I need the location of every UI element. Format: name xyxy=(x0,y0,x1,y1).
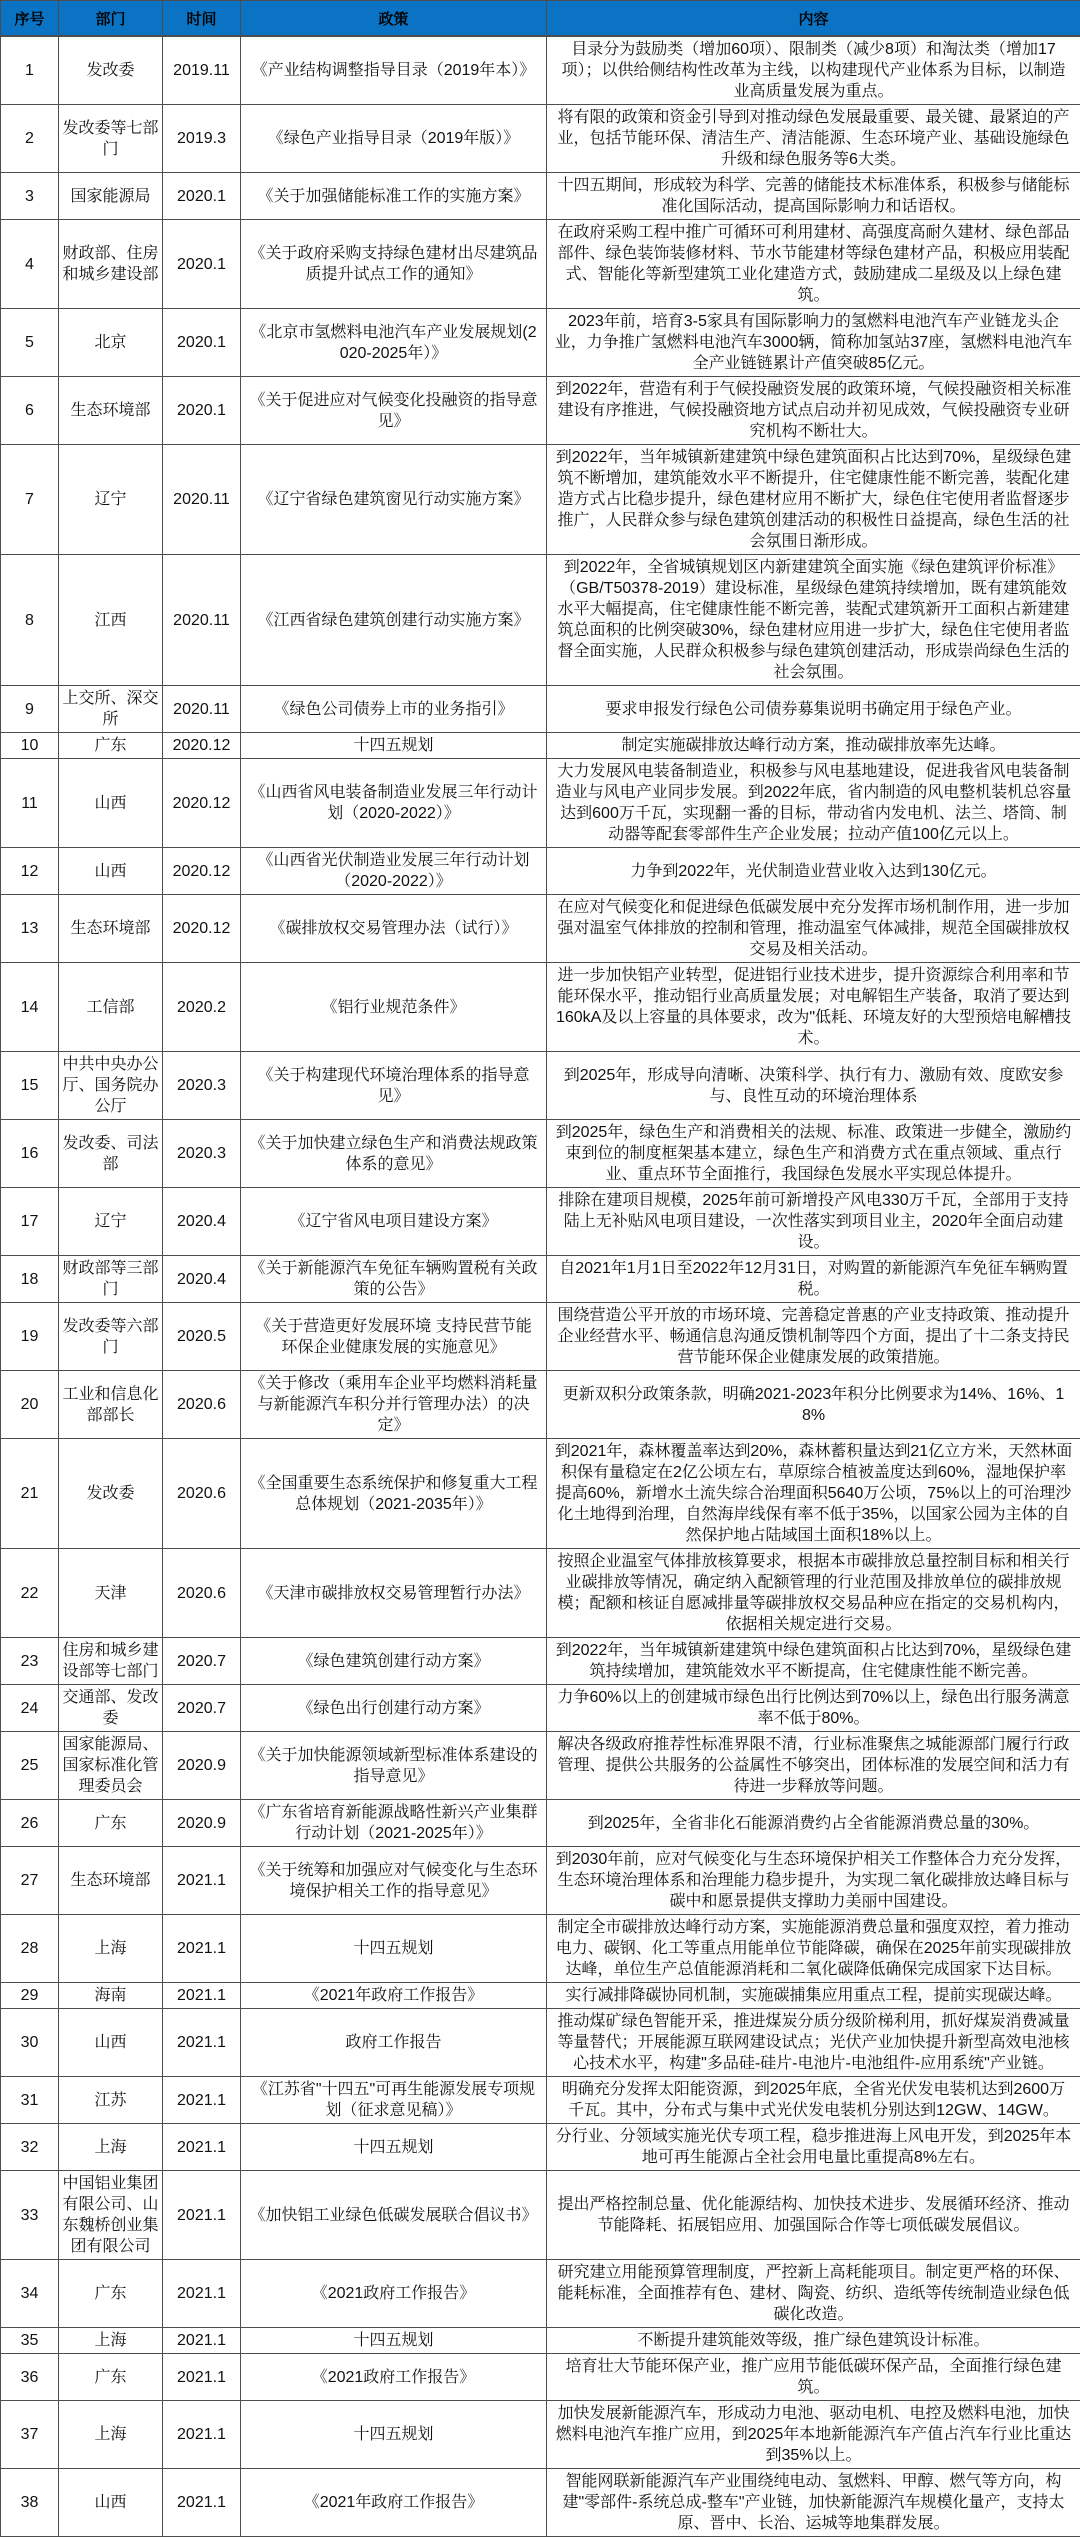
policy-content-cell: 十四五期间，形成较为科学、完善的储能技术标准体系，积极参与储能标准化国际活动，提高国际影响力和话语权。 xyxy=(547,173,1080,220)
row-number-cell: 5 xyxy=(1,309,59,377)
time-cell: 2020.11 xyxy=(163,686,241,733)
policy-content-cell: 在应对气候变化和促进绿色低碳发展中充分发挥市场机制作用，进一步加强对温室气体排放的控制和管理，推动温室气体减排，规范全国碳排放权交易及相关活动。 xyxy=(547,895,1080,963)
table-row xyxy=(1,1685,1080,1732)
row-number-cell: 38 xyxy=(1,2469,59,2537)
time-cell: 2021.1 xyxy=(163,2171,241,2260)
department-cell: 上海 xyxy=(59,2124,163,2171)
department-cell: 辽宁 xyxy=(59,1188,163,1256)
row-number-cell: 14 xyxy=(1,963,59,1052)
table-row xyxy=(1,2077,1080,2124)
table-row xyxy=(1,686,1080,733)
table-row xyxy=(1,2260,1080,2328)
row-number-cell: 16 xyxy=(1,1120,59,1188)
policy-title-cell: 十四五规划 xyxy=(241,1915,547,1983)
row-number-cell: 25 xyxy=(1,1732,59,1800)
row-number-cell: 26 xyxy=(1,1800,59,1847)
department-cell: 辽宁 xyxy=(59,445,163,555)
department-cell: 中国铝业集团有限公司、山东魏桥创业集团有限公司 xyxy=(59,2171,163,2260)
time-cell: 2021.1 xyxy=(163,1847,241,1915)
table-row xyxy=(1,963,1080,1052)
table-row xyxy=(1,1188,1080,1256)
row-number-cell: 15 xyxy=(1,1052,59,1120)
row-number-cell: 8 xyxy=(1,555,59,686)
row-number-cell: 36 xyxy=(1,2354,59,2401)
time-cell: 2020.7 xyxy=(163,1685,241,1732)
column-header-policy: 政策 xyxy=(241,1,547,37)
time-cell: 2020.1 xyxy=(163,220,241,309)
time-cell: 2020.6 xyxy=(163,1371,241,1439)
column-header-content: 内容 xyxy=(547,1,1080,37)
row-number-cell: 30 xyxy=(1,2009,59,2077)
row-number-cell: 24 xyxy=(1,1685,59,1732)
policy-content-cell: 排除在建项目规模，2025年前可新增投产风电330万千瓦，全部用于支持陆上无补贴风电项目建设，一次性落实到项目业主，2020年全面启动建设。 xyxy=(547,1188,1080,1256)
department-cell: 生态环境部 xyxy=(59,1847,163,1915)
policy-title-cell: 《山西省光伏制造业发展三年行动计划（2020-2022）》 xyxy=(241,848,547,895)
table-row xyxy=(1,1638,1080,1685)
department-cell: 北京 xyxy=(59,309,163,377)
policy-title-cell: 《关于促进应对气候变化投融资的指导意见》 xyxy=(241,377,547,445)
policy-content-cell: 制定全市碳排放达峰行动方案，实施能源消费总量和强度双控，着力推动电力、碳钢、化工等重点用能单位节能降碳，确保在2025年前实现碳排放达峰，单位生产总值能源消耗和二氧化碳降低确保完成国家下达目标。 xyxy=(547,1915,1080,1983)
policy-content-cell: 自2021年1月1日至2022年12月31日，对购置的新能源汽车免征车辆购置税。 xyxy=(547,1256,1080,1303)
table-row xyxy=(1,2124,1080,2171)
department-cell: 广东 xyxy=(59,733,163,759)
policy-content-cell: 大力发展风电装备制造业，积极参与风电基地建设，促进我省风电装备制造业与风电产业同步发展。到2022年底，省内制造的风电整机装机总容量达到600万千瓦，实现翻一番的目标，带动省内发电机、法兰、塔筒、制动器等配套零部件生产企业发展；拉动产值100亿元以上。 xyxy=(547,759,1080,848)
department-cell: 生态环境部 xyxy=(59,895,163,963)
policy-content-cell: 2023年前，培育3-5家具有国际影响力的氢燃料电池汽车产业链龙头企业，力争推广氢燃料电池汽车3000辆，简称加氢站37座，氢燃料电池汽车全产业链链累计产值突破85亿元。 xyxy=(547,309,1080,377)
time-cell: 2021.1 xyxy=(163,1915,241,1983)
table-row xyxy=(1,173,1080,220)
table-row xyxy=(1,309,1080,377)
policy-title-cell: 《关于加快能源领域新型标准体系建设的指导意见》 xyxy=(241,1732,547,1800)
row-number-cell: 32 xyxy=(1,2124,59,2171)
policy-content-cell: 目录分为鼓励类（增加60项）、限制类（减少8项）和淘汰类（增加17项）；以供给侧结构性改革为主线，以构建现代产业体系为目标，以制造业高质量发展为重点。 xyxy=(547,36,1080,105)
department-cell: 广东 xyxy=(59,2260,163,2328)
row-number-cell: 3 xyxy=(1,173,59,220)
policy-title-cell: 《辽宁省风电项目建设方案》 xyxy=(241,1188,547,1256)
time-cell: 2020.11 xyxy=(163,555,241,686)
table-row xyxy=(1,1549,1080,1638)
policy-content-cell: 到2022年，全省城镇规划区内新建建筑全面实施《绿色建筑评价标准》（GB/T50378-2019）建设标准，星级绿色建筑持续增加，既有建筑能效水平大幅提高，住宅健康性能不断完善，装配式建筑新开工面积占新建建筑总面积的比例突破30%，绿色建材应用进一步扩大，绿色住宅使用者监督全面实施，人民群众积极参与绿色建筑创建活动，形成崇尚绿色生活的社会氛围。 xyxy=(547,555,1080,686)
table-row xyxy=(1,445,1080,555)
time-cell: 2020.12 xyxy=(163,733,241,759)
time-cell: 2020.3 xyxy=(163,1052,241,1120)
policy-content-cell: 解决各级政府推荐性标准界限不清，行业标准聚焦之城能源部门履行行政管理、提供公共服务的公益属性不够突出，团体标准的发展空间和活力有待进一步释放等问题。 xyxy=(547,1732,1080,1800)
policy-title-cell: 《碳排放权交易管理办法（试行）》 xyxy=(241,895,547,963)
table-row xyxy=(1,1915,1080,1983)
policy-content-cell: 不断提升建筑能效等级，推广绿色建筑设计标准。 xyxy=(547,2328,1080,2354)
policy-title-cell: 《2021年政府工作报告》 xyxy=(241,2469,547,2537)
department-cell: 中共中央办公厅、国务院办公厅 xyxy=(59,1052,163,1120)
policy-title-cell: 《关于加强储能标准工作的实施方案》 xyxy=(241,173,547,220)
column-header-no: 序号 xyxy=(1,1,59,37)
department-cell: 发改委等七部门 xyxy=(59,105,163,173)
policy-title-cell: 《2021政府工作报告》 xyxy=(241,2260,547,2328)
table-row xyxy=(1,895,1080,963)
time-cell: 2020.12 xyxy=(163,848,241,895)
time-cell: 2021.1 xyxy=(163,2354,241,2401)
department-cell: 财政部、住房和城乡建设部 xyxy=(59,220,163,309)
policy-title-cell: 《绿色出行创建行动方案》 xyxy=(241,1685,547,1732)
policy-title-cell: 《辽宁省绿色建筑窗见行动实施方案》 xyxy=(241,445,547,555)
policy-title-cell: 《产业结构调整指导目录（2019年本）》 xyxy=(241,36,547,105)
department-cell: 生态环境部 xyxy=(59,377,163,445)
policy-content-cell: 进一步加快铝产业转型，促进铝行业技术进步，提升资源综合利用率和节能环保水平，推动铝行业高质量发展；对电解铝生产装备，取消了要达到160kA及以上容量的具体要求，改为"低耗、环境友好的大型预焙电解槽技术。 xyxy=(547,963,1080,1052)
department-cell: 广东 xyxy=(59,2354,163,2401)
policy-content-cell: 到2021年，森林覆盖率达到20%，森林蓄积量达到21亿立方米，天然林面积保有量稳定在2亿公顷左右，草原综合植被盖度达到60%，湿地保护率提高60%，新增水土流失综合治理面积5640万公顷，75%以上的可治理沙化土地得到治理，自然海岸线保有率不低于35%，以国家公园为主体的自然保护地占陆域国土面积18%以上。 xyxy=(547,1439,1080,1549)
time-cell: 2020.3 xyxy=(163,1120,241,1188)
policy-content-cell: 明确充分发挥太阳能资源，到2025年底，全省光伏发电装机达到2600万千瓦。其中，分布式与集中式光伏发电装机分别达到12GW、14GW。 xyxy=(547,2077,1080,2124)
policy-title-cell: 《关于统筹和加强应对气候变化与生态环境保护相关工作的指导意见》 xyxy=(241,1847,547,1915)
policy-content-cell: 研究建立用能预算管理制度，严控新上高耗能项目。制定更严格的环保、能耗标准，全面推荐有色、建材、陶瓷、纺织、造纸等传统制造业绿色低碳化改造。 xyxy=(547,2260,1080,2328)
row-number-cell: 27 xyxy=(1,1847,59,1915)
department-cell: 发改委 xyxy=(59,1439,163,1549)
row-number-cell: 10 xyxy=(1,733,59,759)
policy-content-cell: 加快发展新能源汽车，形成动力电池、驱动电机、电控及燃料电池，加快燃料电池汽车推广应用，到2025年本地新能源汽车产值占汽车行业比重达到35%以上。 xyxy=(547,2401,1080,2469)
department-cell: 发改委 xyxy=(59,36,163,105)
time-cell: 2021.1 xyxy=(163,2401,241,2469)
time-cell: 2020.1 xyxy=(163,309,241,377)
policy-title-cell: 十四五规划 xyxy=(241,2401,547,2469)
row-number-cell: 19 xyxy=(1,1303,59,1371)
policy-title-cell: 《江西省绿色建筑创建行动实施方案》 xyxy=(241,555,547,686)
policy-title-cell: 《全国重要生态系统保护和修复重大工程总体规划（2021-2035年）》 xyxy=(241,1439,547,1549)
time-cell: 2020.1 xyxy=(163,377,241,445)
policy-content-cell: 制定实施碳排放达峰行动方案，推动碳排放率先达峰。 xyxy=(547,733,1080,759)
time-cell: 2020.12 xyxy=(163,759,241,848)
row-number-cell: 2 xyxy=(1,105,59,173)
row-number-cell: 12 xyxy=(1,848,59,895)
time-cell: 2020.5 xyxy=(163,1303,241,1371)
department-cell: 工业和信息化部部长 xyxy=(59,1371,163,1439)
row-number-cell: 23 xyxy=(1,1638,59,1685)
department-cell: 上海 xyxy=(59,1915,163,1983)
policy-content-cell: 到2025年，形成导向清晰、决策科学、执行有力、激励有效、度欧安参与、良性互动的环境治理体系 xyxy=(547,1052,1080,1120)
department-cell: 山西 xyxy=(59,848,163,895)
time-cell: 2020.2 xyxy=(163,963,241,1052)
table-row xyxy=(1,2469,1080,2537)
policy-title-cell: 《关于新能源汽车免征车辆购置税有关政策的公告》 xyxy=(241,1256,547,1303)
time-cell: 2021.1 xyxy=(163,1983,241,2009)
department-cell: 广东 xyxy=(59,1800,163,1847)
time-cell: 2020.9 xyxy=(163,1800,241,1847)
department-cell: 上交所、深交所 xyxy=(59,686,163,733)
row-number-cell: 37 xyxy=(1,2401,59,2469)
department-cell: 上海 xyxy=(59,2328,163,2354)
row-number-cell: 17 xyxy=(1,1188,59,1256)
time-cell: 2020.6 xyxy=(163,1549,241,1638)
policy-content-cell: 推动煤矿绿色智能开采，推进煤炭分质分级阶梯利用，抓好煤炭消费减量等量替代；开展能源互联网建设试点；光伏产业加快提升新型高效电池核心技术水平，构建"多品硅-硅片-电池片-电池组件-应用系统"产业链。 xyxy=(547,2009,1080,2077)
policy-title-cell: 《关于修改（乘用车企业平均燃料消耗量与新能源汽车积分并行管理办法）的决定》 xyxy=(241,1371,547,1439)
time-cell: 2021.1 xyxy=(163,2328,241,2354)
table-row xyxy=(1,1800,1080,1847)
policy-content-cell: 实行减排降碳协同机制，实施碳捕集应用重点工程，提前实现碳达峰。 xyxy=(547,1983,1080,2009)
time-cell: 2021.1 xyxy=(163,2260,241,2328)
policy-title-cell: 《绿色公司债券上市的业务指引》 xyxy=(241,686,547,733)
policy-content-cell: 力争60%以上的创建城市绿色出行比例达到70%以上，绿色出行服务满意率不低于80%。 xyxy=(547,1685,1080,1732)
policy-content-cell: 分行业、分领域实施光伏专项工程，稳步推进海上风电开发，到2025年本地可再生能源占全社会用电量比重提高8%左右。 xyxy=(547,2124,1080,2171)
policy-title-cell: 《天津市碳排放权交易管理暂行办法》 xyxy=(241,1549,547,1638)
policy-title-cell: 《关于构建现代环境治理体系的指导意见》 xyxy=(241,1052,547,1120)
table-row xyxy=(1,1732,1080,1800)
policy-content-cell: 按照企业温室气体排放核算要求，根据本市碳排放总量控制目标和相关行业碳排放等情况，确定纳入配额管理的行业范围及排放单位的碳排放规模；配额和核证自愿减排量等碳排放权交易品种应在指定的交易机构内，依据相关规定进行交易。 xyxy=(547,1549,1080,1638)
policy-content-cell: 围绕营造公平开放的市场环境、完善稳定普惠的产业支持政策、推动提升企业经营水平、畅通信息沟通反馈机制等四个方面，提出了十二条支持民营节能环保企业健康发展的政策措施。 xyxy=(547,1303,1080,1371)
row-number-cell: 7 xyxy=(1,445,59,555)
department-cell: 山西 xyxy=(59,2469,163,2537)
row-number-cell: 20 xyxy=(1,1371,59,1439)
policy-title-cell: 《关于政府采购支持绿色建材出尽建筑品质提升试点工作的通知》 xyxy=(241,220,547,309)
policy-title-cell: 《关于营造更好发展环境 支持民营节能环保企业健康发展的实施意见》 xyxy=(241,1303,547,1371)
department-cell: 天津 xyxy=(59,1549,163,1638)
department-cell: 工信部 xyxy=(59,963,163,1052)
time-cell: 2020.11 xyxy=(163,445,241,555)
table-row xyxy=(1,2328,1080,2354)
policy-content-cell: 要求申报发行绿色公司债券募集说明书确定用于绿色产业。 xyxy=(547,686,1080,733)
policy-title-cell: 十四五规划 xyxy=(241,733,547,759)
policy-content-cell: 在政府采购工程中推广可循环可利用建材、高强度高耐久建材、绿色部品部件、绿色装饰装修材料、节水节能建材等绿色建材产品，积极应用装配式、智能化等新型建筑工业化建造方式，鼓励建成二星级及以上绿色建筑。 xyxy=(547,220,1080,309)
policy-title-cell: 《山西省风电装备制造业发展三年行动计划（2020-2022）》 xyxy=(241,759,547,848)
time-cell: 2020.6 xyxy=(163,1439,241,1549)
row-number-cell: 18 xyxy=(1,1256,59,1303)
table-row xyxy=(1,377,1080,445)
table-row xyxy=(1,1052,1080,1120)
row-number-cell: 28 xyxy=(1,1915,59,1983)
policy-title-cell: 《绿色产业指导目录（2019年版）》 xyxy=(241,105,547,173)
time-cell: 2020.4 xyxy=(163,1256,241,1303)
table-row xyxy=(1,555,1080,686)
time-cell: 2021.1 xyxy=(163,2124,241,2171)
policy-title-cell: 《铝行业规范条件》 xyxy=(241,963,547,1052)
policy-content-cell: 到2030年前，应对气候变化与生态环境保护相关工作整体合力充分发挥，生态环境治理体系和治理能力稳步提升，为实现二氧化碳排放达峰目标与碳中和愿景提供支撑助力美丽中国建设。 xyxy=(547,1847,1080,1915)
row-number-cell: 1 xyxy=(1,36,59,105)
column-header-time: 时间 xyxy=(163,1,241,37)
policy-content-cell: 到2025年，绿色生产和消费相关的法规、标准、政策进一步健全，激励约束到位的制度框架基本建立，绿色生产和消费方式在重点领域、重点行业、重点环节全面推行，我国绿色发展水平实现总体提升。 xyxy=(547,1120,1080,1188)
policy-content-cell: 智能网联新能源汽车产业围绕纯电动、氢燃料、甲醇、燃气等方向，构建"零部件-系统总成-整车"产业链，加快新能源汽车规模化量产，支持太原、晋中、长治、运城等地集群发展。 xyxy=(547,2469,1080,2537)
department-cell: 发改委等六部门 xyxy=(59,1303,163,1371)
department-cell: 山西 xyxy=(59,2009,163,2077)
time-cell: 2021.1 xyxy=(163,2469,241,2537)
department-cell: 山西 xyxy=(59,759,163,848)
time-cell: 2020.4 xyxy=(163,1188,241,1256)
department-cell: 上海 xyxy=(59,2401,163,2469)
policy-title-cell: 政府工作报告 xyxy=(241,2009,547,2077)
row-number-cell: 22 xyxy=(1,1549,59,1638)
time-cell: 2021.1 xyxy=(163,2009,241,2077)
row-number-cell: 9 xyxy=(1,686,59,733)
table-row xyxy=(1,1847,1080,1915)
table-row xyxy=(1,220,1080,309)
policy-content-cell: 到2022年，营造有利于气候投融资发展的政策环境，气候投融资相关标准建设有序推进，气候投融资地方试点启动并初见成效，气候投融资专业研究机构不断壮大。 xyxy=(547,377,1080,445)
department-cell: 海南 xyxy=(59,1983,163,2009)
column-header-department: 部门 xyxy=(59,1,163,37)
time-cell: 2020.7 xyxy=(163,1638,241,1685)
time-cell: 2019.11 xyxy=(163,36,241,105)
table-header xyxy=(1,1,1080,37)
table-row xyxy=(1,1256,1080,1303)
table-row xyxy=(1,36,1080,105)
policy-title-cell: 十四五规划 xyxy=(241,2328,547,2354)
policy-content-cell: 提出严格控制总量、优化能源结构、加快技术进步、发展循环经济、推动节能降耗、拓展铝应用、加强国际合作等七项低碳发展倡议。 xyxy=(547,2171,1080,2260)
row-number-cell: 4 xyxy=(1,220,59,309)
department-cell: 江苏 xyxy=(59,2077,163,2124)
table-row xyxy=(1,1303,1080,1371)
policy-title-cell: 《广东省培育新能源战略性新兴产业集群行动计划（2021-2025年）》 xyxy=(241,1800,547,1847)
table-row xyxy=(1,1120,1080,1188)
row-number-cell: 34 xyxy=(1,2260,59,2328)
table-row xyxy=(1,759,1080,848)
policy-content-cell: 培育壮大节能环保产业，推广应用节能低碳环保产品，全面推行绿色建筑。 xyxy=(547,2354,1080,2401)
policy-title-cell: 十四五规划 xyxy=(241,2124,547,2171)
row-number-cell: 13 xyxy=(1,895,59,963)
table-row xyxy=(1,848,1080,895)
time-cell: 2019.3 xyxy=(163,105,241,173)
row-number-cell: 31 xyxy=(1,2077,59,2124)
time-cell: 2020.1 xyxy=(163,173,241,220)
policy-content-cell: 力争到2022年，光伏制造业营业收入达到130亿元。 xyxy=(547,848,1080,895)
table-body xyxy=(1,36,1080,2537)
row-number-cell: 6 xyxy=(1,377,59,445)
policy-title-cell: 《绿色建筑创建行动方案》 xyxy=(241,1638,547,1685)
row-number-cell: 35 xyxy=(1,2328,59,2354)
table-row xyxy=(1,2171,1080,2260)
table-row xyxy=(1,733,1080,759)
row-number-cell: 29 xyxy=(1,1983,59,2009)
time-cell: 2020.12 xyxy=(163,895,241,963)
time-cell: 2020.9 xyxy=(163,1732,241,1800)
department-cell: 财政部等三部门 xyxy=(59,1256,163,1303)
policy-content-cell: 到2022年，当年城镇新建建筑中绿色建筑面积占比达到70%，星级绿色建筑持续增加，建筑能效水平不断提高，住宅健康性能不断完善。 xyxy=(547,1638,1080,1685)
policy-title-cell: 《关于加快建立绿色生产和消费法规政策体系的意见》 xyxy=(241,1120,547,1188)
department-cell: 江西 xyxy=(59,555,163,686)
department-cell: 交通部、发改委 xyxy=(59,1685,163,1732)
time-cell: 2021.1 xyxy=(163,2077,241,2124)
department-cell: 住房和城乡建设部等七部门 xyxy=(59,1638,163,1685)
policy-content-cell: 将有限的政策和资金引导到对推动绿色发展最重要、最关键、最紧迫的产业，包括节能环保、清洁生产、清洁能源、生态环境产业、基础设施绿色升级和绿色服务等6大类。 xyxy=(547,105,1080,173)
header-row xyxy=(1,1,1080,37)
table-row xyxy=(1,2354,1080,2401)
policy-title-cell: 《加快铝工业绿色低碳发展联合倡议书》 xyxy=(241,2171,547,2260)
table-row xyxy=(1,1371,1080,1439)
policy-title-cell: 《2021政府工作报告》 xyxy=(241,2354,547,2401)
table-row xyxy=(1,1439,1080,1549)
department-cell: 国家能源局 xyxy=(59,173,163,220)
policy-title-cell: 《江苏省"十四五"可再生能源发展专项规划（征求意见稿）》 xyxy=(241,2077,547,2124)
department-cell: 国家能源局、国家标准化管理委员会 xyxy=(59,1732,163,1800)
policy-content-cell: 到2025年，全省非化石能源消费约占全省能源消费总量的30%。 xyxy=(547,1800,1080,1847)
policy-title-cell: 《2021年政府工作报告》 xyxy=(241,1983,547,2009)
row-number-cell: 21 xyxy=(1,1439,59,1549)
table-row xyxy=(1,2401,1080,2469)
table-row xyxy=(1,105,1080,173)
row-number-cell: 33 xyxy=(1,2171,59,2260)
policy-content-cell: 到2022年，当年城镇新建建筑中绿色建筑面积占比达到70%，星级绿色建筑不断增加，建筑能效水平不断提升，住宅健康性能不断完善，装配化建造方式占比稳步提升，绿色建材应用不断扩大，绿色住宅使用者监督逐步推广，人民群众参与绿色建筑创建活动的积极性日益提高，绿色生活的社会氛围日渐形成。 xyxy=(547,445,1080,555)
table-row xyxy=(1,2009,1080,2077)
table-row xyxy=(1,1983,1080,2009)
policy-content-cell: 更新双积分政策条款，明确2021-2023年积分比例要求为14%、16%、18% xyxy=(547,1371,1080,1439)
policy-title-cell: 《北京市氢燃料电池汽车产业发展规划(2020-2025年）》 xyxy=(241,309,547,377)
department-cell: 发改委、司法部 xyxy=(59,1120,163,1188)
row-number-cell: 11 xyxy=(1,759,59,848)
